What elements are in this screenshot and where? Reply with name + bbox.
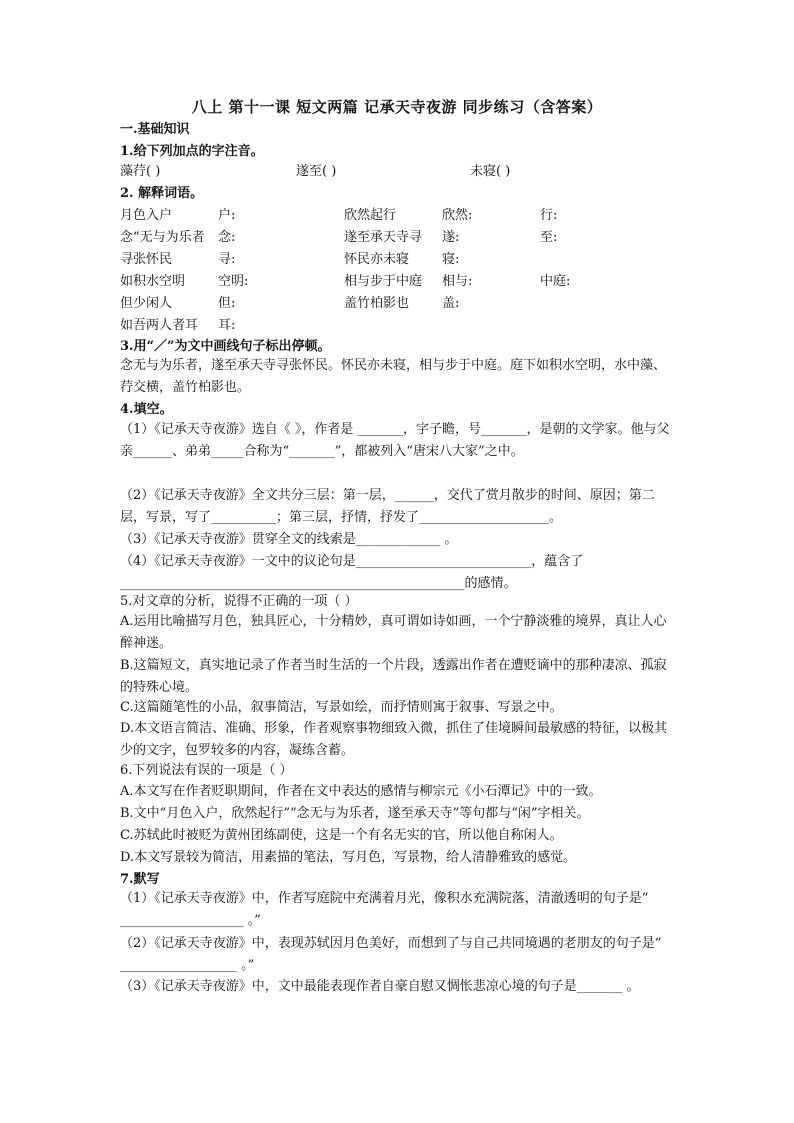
q2-word: 念“无与为乐者 <box>120 230 205 245</box>
q7-heading: 7.默写 <box>120 872 160 887</box>
q4-item: （1）《记承天寺夜游》选自《 》，作者是 _______，字子瞻，号_______，是朝的文学家。他与父亲______、弟弟_____合称为“_______”，都被列入“唐宋八大家”之中。 <box>120 422 670 459</box>
q2-word: 怀民亦未寝 <box>344 252 410 267</box>
q2-word: 遂至承天寺寻 <box>344 230 423 245</box>
q2-blank: 户: <box>218 208 236 223</box>
q7-item: （2）《记承天寺夜游》中，表现苏轼因月色美好，而想到了与自己共同境遇的老朋友的句子是“ __________________ 。” <box>120 936 662 973</box>
q4-heading: 4.填空。 <box>120 402 173 417</box>
section-heading: 一.基础知识 <box>120 122 190 137</box>
q2-blank: 相与: <box>442 274 473 289</box>
q7-item: （3）《记承天寺夜游》中，文中最能表现作者自豪自慰又惆怅悲凉心境的句子是_______ 。 <box>120 979 640 994</box>
q2-blank: 欣然: <box>442 208 473 223</box>
q2-blank: 行: <box>540 208 558 223</box>
q6-option: D.本文写景较为简洁，用素描的笔法，写月色，写景物，给人清静雅致的感觉。 <box>120 850 577 865</box>
q3-heading: 3.用“／”为文中画线句子标出停顿。 <box>120 339 331 354</box>
q2-word: 寻张怀民 <box>120 252 173 267</box>
q2-blank: 盖: <box>442 296 460 311</box>
q7-item: （1）《记承天寺夜游》中，作者写庭院中充满着月光，像积水充满院落，清澈透明的句子是“ ___________________ 。” <box>120 891 649 928</box>
q1-item: 未寝( ) <box>470 164 511 179</box>
q2-word: 相与步于中庭 <box>344 274 423 289</box>
q5-option: B.这篇短文，真实地记录了作者当时生活的一个片段，透露出作者在遭贬谪中的那种凄凉、孤寂的特殊心境。 <box>120 658 667 695</box>
q2-word: 如吾两人者耳 <box>120 318 199 333</box>
q2-blank: 耳: <box>218 318 236 333</box>
q1-item: 遂至( ) <box>296 164 337 179</box>
q5-option: C.这篇随笔性的小品，叙事简洁，写景如绘，而抒情则寓于叙事、写景之中。 <box>120 700 563 715</box>
q2-blank: 寝: <box>442 252 460 267</box>
q2-blank: 至: <box>540 230 558 245</box>
q2-heading: 2. 解释词语。 <box>120 186 204 201</box>
q2-blank: 空明: <box>218 274 249 289</box>
q2-blank: 寻: <box>218 252 236 267</box>
q2-word: 欣然起行 <box>344 208 397 223</box>
q2-blank: 遂: <box>442 230 460 245</box>
q4-item: （3）《记承天寺夜游》贯穿全文的线索是_____________ 。 <box>120 532 458 547</box>
q2-word: 盖竹柏影也 <box>344 296 410 311</box>
q4-item: （4）《记承天寺夜游》一文中的议论句是___________________________，蕴含了_____________________________________________________的感情。 <box>120 554 584 591</box>
q6-heading: 6.下列说法有误的一项是（ ） <box>120 763 293 778</box>
q4-item: （2）《记承天寺夜游》全文共分三层：第一层，______，交代了赏月散步的时间、原因；第二层，写景，写了__________；第三层，抒情，抒发了____________________。 <box>120 488 655 525</box>
q2-word: 月色入户 <box>120 208 173 223</box>
q2-word: 如积水空明 <box>120 274 186 289</box>
q5-option: A.运用比喻描写月色，独具匠心，十分精妙，真可谓如诗如画，一个宁静淡雅的境界，真让人心醉神迷。 <box>120 614 667 651</box>
q1-heading: 1.给下列加点的字注音。 <box>120 144 264 159</box>
page-title: 八上 第十一课 短文两篇 记承天寺夜游 同步练习（含答案） <box>191 98 603 116</box>
q3-passage: 念无与为乐者，遂至承天寺寻张怀民。怀民亦未寝，相与步于中庭。庭下如积水空明，水中藻、荇交横，盖竹柏影也。 <box>120 358 667 395</box>
q2-blank: 念: <box>218 230 236 245</box>
q1-item: 藻荇( ) <box>120 164 161 179</box>
q2-word: 但少闲人 <box>120 296 173 311</box>
q6-option: A.本文写在作者贬职期间，作者在文中表达的感情与柳宗元《小石潭记》中的一致。 <box>120 784 602 799</box>
q5-heading: 5.对文章的分析，说得不正确的一项（ ） <box>120 594 358 609</box>
q6-option: C.苏轼此时被贬为黄州团练副使，这是一个有名无实的官，所以他自称闲人。 <box>120 828 563 843</box>
q2-blank: 中庭: <box>540 274 571 289</box>
q2-blank: 但: <box>218 296 236 311</box>
q6-option: B.文中“月色入户，欣然起行”“念无与为乐者，遂至承天寺”等句都与“闲”字相关。 <box>120 806 590 821</box>
q5-option: D.本文语言简洁、准确、形象，作者观察事物细致入微，抓住了佳境瞬间最敏感的特征，以极其少的文字，包罗较多的内容，凝练含蓄。 <box>120 721 668 758</box>
